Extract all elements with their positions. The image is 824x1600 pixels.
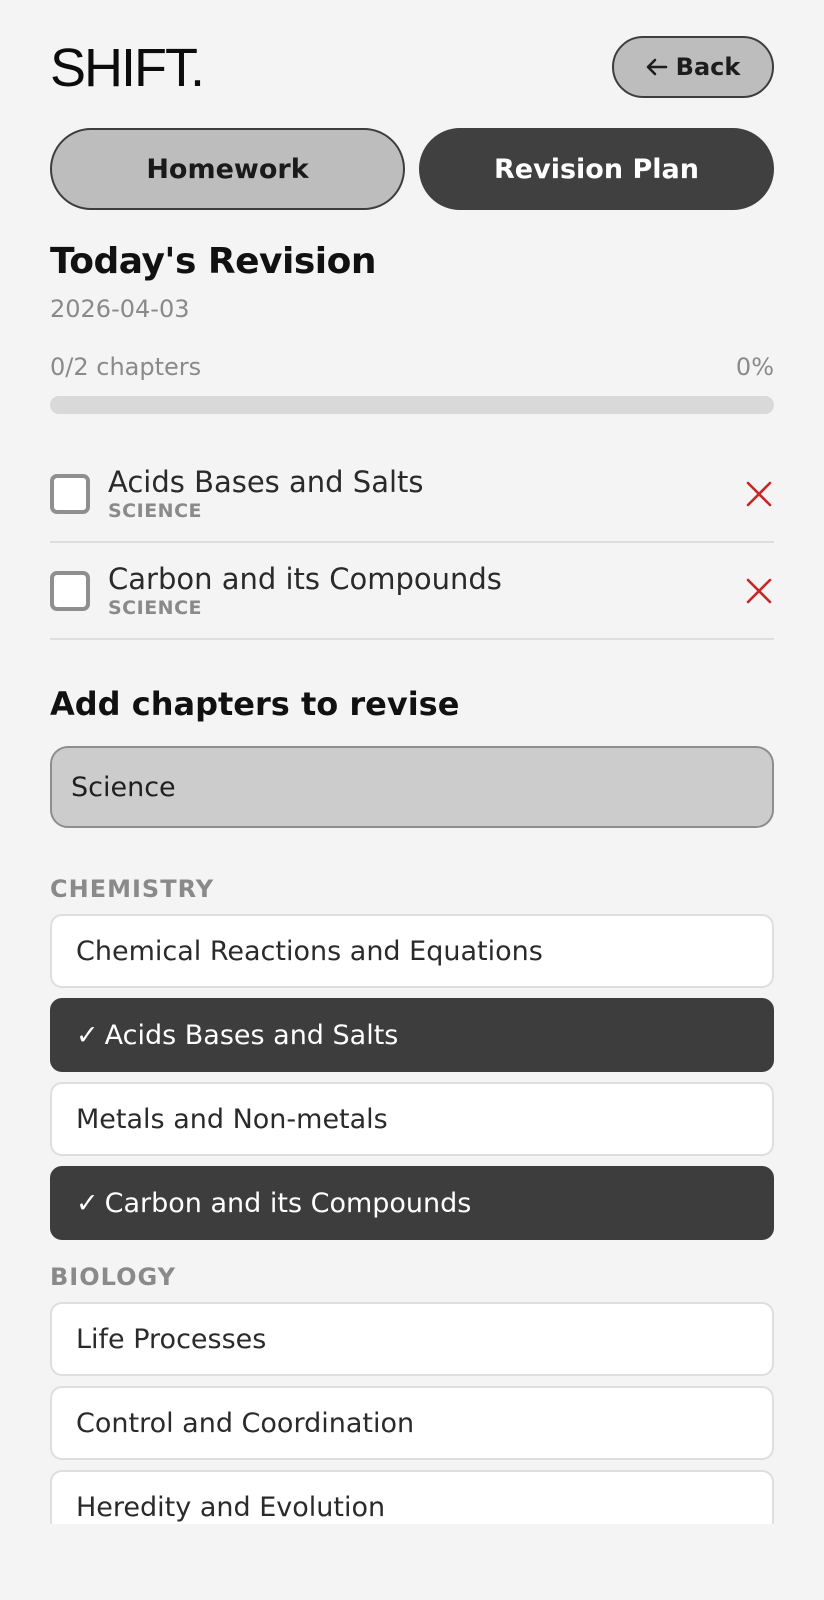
- chapter-option[interactable]: [50, 914, 774, 988]
- chapter-option-label: Acids Bases and Salts: [104, 1019, 399, 1051]
- task-text: [108, 562, 744, 620]
- check-icon: ✓: [76, 1187, 99, 1219]
- chapter-option[interactable]: [50, 1302, 774, 1376]
- arrow-left-icon: [646, 58, 668, 76]
- chapter-option-label: Life Processes: [76, 1323, 267, 1355]
- top-bar: [50, 0, 774, 120]
- task-name: Carbon and its Compounds: [108, 561, 502, 596]
- revision-screen: [50, 0, 774, 1544]
- chapter-option-label: Carbon and its Compounds: [104, 1187, 472, 1219]
- chapter-option[interactable]: [50, 1386, 774, 1460]
- progress-summary: [50, 352, 774, 382]
- chapter-option-label: Control and Coordination: [76, 1407, 415, 1439]
- progress-bar: [50, 396, 774, 414]
- task-subject: SCIENCE: [108, 596, 203, 619]
- revision-date: 2026-04-03: [50, 295, 190, 323]
- chapter-option-label: Metals and Non-metals: [76, 1103, 388, 1135]
- todays-revision-title: Today's Revision: [50, 241, 376, 282]
- check-icon: ✓: [76, 1019, 99, 1051]
- app-logo: SHIFT.: [50, 38, 204, 98]
- chapter-option[interactable]: [50, 1082, 774, 1156]
- chapter-option-selected[interactable]: [50, 1166, 774, 1240]
- task-subject: SCIENCE: [108, 499, 203, 522]
- chapter-option-selected[interactable]: [50, 998, 774, 1072]
- back-button[interactable]: [612, 36, 774, 98]
- add-chapters-title: Add chapters to revise: [50, 685, 460, 723]
- remove-icon[interactable]: [744, 479, 774, 509]
- progress-count: 0/2 chapters: [50, 353, 202, 381]
- scroll-clip: [0, 1524, 824, 1600]
- subject-select[interactable]: Science: [50, 746, 774, 828]
- chapter-option-label: Heredity and Evolution: [76, 1491, 386, 1523]
- group-label-chemistry: CHEMISTRY: [50, 875, 215, 903]
- revision-task-list: [50, 446, 774, 640]
- task-text: [108, 465, 744, 523]
- remove-icon[interactable]: [744, 576, 774, 606]
- chapter-option-label: Chemical Reactions and Equations: [76, 935, 543, 967]
- task-checkbox[interactable]: [50, 474, 90, 514]
- progress-percent: 0%: [735, 353, 774, 381]
- tab-bar: [50, 128, 774, 210]
- revision-task: [50, 543, 774, 640]
- tab-revision-plan[interactable]: Revision Plan: [419, 128, 774, 210]
- revision-task: [50, 446, 774, 543]
- task-name: Acids Bases and Salts: [108, 464, 424, 499]
- back-button-label: Back: [675, 53, 741, 81]
- tab-homework[interactable]: Homework: [50, 128, 405, 210]
- group-label-biology: BIOLOGY: [50, 1263, 177, 1291]
- task-checkbox[interactable]: [50, 571, 90, 611]
